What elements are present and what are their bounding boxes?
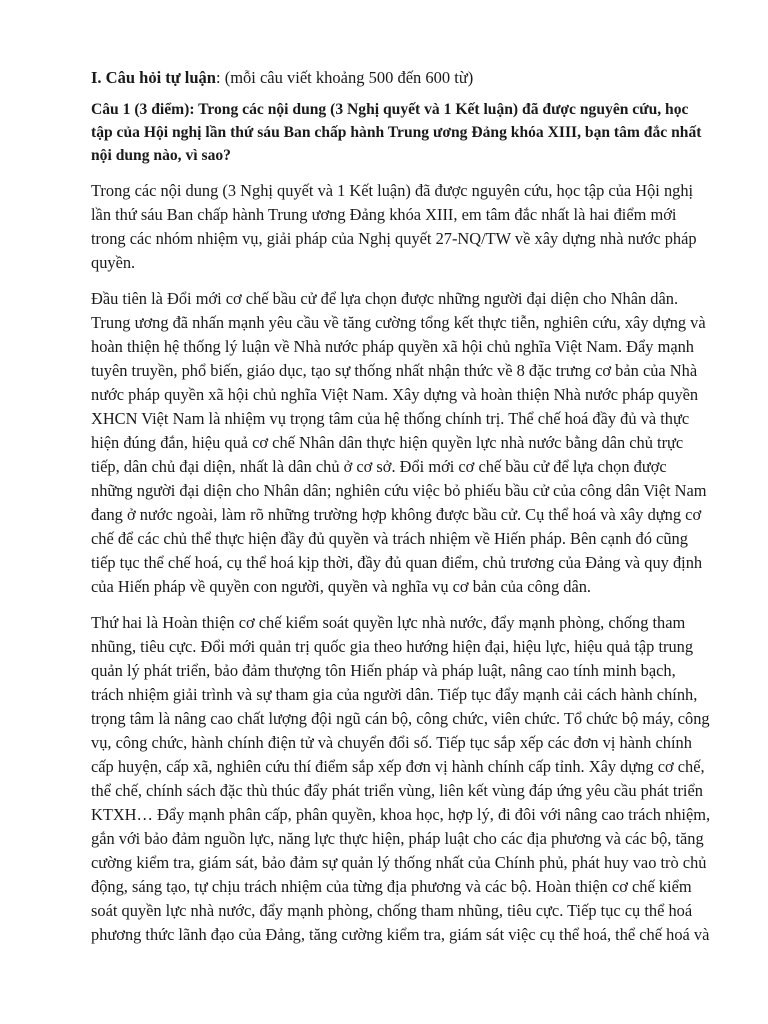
section-title-bold: I. Câu hỏi tự luận [91,68,216,87]
section-title-note: : (mỗi câu viết khoảng 500 đến 600 từ) [215,68,474,87]
paragraph-second-point: Thứ hai là Hoàn thiện cơ chế kiểm soát quyền lực nhà nước, đẩy mạnh phòng, chống tham nhũng, tiêu cực. Đổi mới quản trị quốc gia theo hướng hiện đại, hiệu lực, hiệu quả tập trung quản lý phát triển, bảo đảm thượng tôn Hiến pháp và pháp luật, nâng cao tính minh bạch, trách nhiệm giải trình và sự tham gia của người dân. Tiếp tục đẩy mạnh cải cách hành chính, trọng tâm là nâng cao chất lượng đội ngũ cán bộ, công chức, viên chức. Tổ chức bộ máy, công vụ, công chức, hành chính điện tử và chuyển đổi số. Tiếp tục sắp xếp các đơn vị hành chính cấp huyện, cấp xã, nghiên cứu thí điểm sắp xếp đơn vị hành chính cấp tỉnh. Xây dựng cơ chế, thể chế, chính sách đặc thù thúc đẩy phát triển vùng, liên kết vùng đáp ứng yêu cầu phát triển KTXH… Đẩy mạnh phân cấp, phân quyền, khoa học, hợp lý, đi đôi với nâng cao trách nhiệm, gắn với bảo đảm nguồn lực, năng lực thực hiện, pháp luật cho các địa phương và các bộ, tăng cường kiểm tra, giám sát, bảo đảm sự quản lý thống nhất của Chính phủ, phát huy vao trò chủ động, sáng tạo, tự chịu trách nhiệm của từng địa phương và các bộ. Hoàn thiện cơ chế kiểm soát quyền lực nhà nước, đẩy mạnh phòng, chống tham nhũng, tiêu cực. Tiếp tục cụ thể hoá phương thức lãnh đạo của Đảng, tăng cường kiểm tra, giám sát việc cụ thể hoá, thể chế hoá và [91,613,711,944]
paragraph-intro: Trong các nội dung (3 Nghị quyết và 1 Kết luận) đã được nguyên cứu, học tập của Hội nghị lần thứ sáu Ban chấp hành Trung ương Đảng khóa XIII, em tâm đắc nhất là hai điểm mới trong các nhóm nhiệm vụ, giải pháp của Nghị quyết 27-NQ/TW về xây dựng nhà nước pháp quyền. [91,181,697,272]
document-page [91,66,711,947]
section-title [91,66,711,90]
question-text: Câu 1 (3 điểm): Trong các nội dung (3 Nghị quyết và 1 Kết luận) đã được nguyên cứu, học tập của Hội nghị lần thứ sáu Ban chấp hành Trung ương Đảng khóa XIII, bạn tâm đắc nhất nội dung nào, vì sao? [91,101,702,164]
paragraph-first-point: Đầu tiên là Đổi mới cơ chế bầu cử để lựa chọn được những người đại diện cho Nhân dân. Trung ương đã nhấn mạnh yêu cầu về tăng cường tổng kết thực tiễn, nghiên cứu, xây dựng và hoàn thiện hệ thống lý luận về Nhà nước pháp quyền xã hội chủ nghĩa Việt Nam. Đẩy mạnh tuyên truyền, phổ biến, giáo dục, tạo sự thống nhất nhận thức về 8 đặc trưng cơ bản của Nhà nước pháp quyền xã hội chủ nghĩa Việt Nam. Xây dựng và hoàn thiện Nhà nước pháp quyền XHCN Việt Nam là nhiệm vụ trọng tâm của hệ thống chính trị. Thể chế hoá đầy đủ và thực hiện đúng đắn, hiệu quả cơ chế Nhân dân thực hiện quyền lực nhà nước bằng dân chủ trực tiếp, dân chủ đại diện, nhất là dân chủ ở cơ sở. Đổi mới cơ chế bầu cử để lựa chọn được những người đại diện cho Nhân dân; nghiên cứu việc bỏ phiếu bầu cử của công dân Việt Nam đang ở nước ngoài, làm rõ những trường hợp không được bầu cử. Cụ thể hoá và xây dựng cơ chế để các chủ thể thực hiện đầy đủ quyền và trách nhiệm về Hiến pháp. Bên cạnh đó cũng tiếp tục thể chế hoá, cụ thể hoá kịp thời, đầy đủ quan điểm, chủ trương của Đảng và quy định của Hiến pháp về quyền con người, quyền và nghĩa vụ cơ bản của công dân. [91,289,707,596]
